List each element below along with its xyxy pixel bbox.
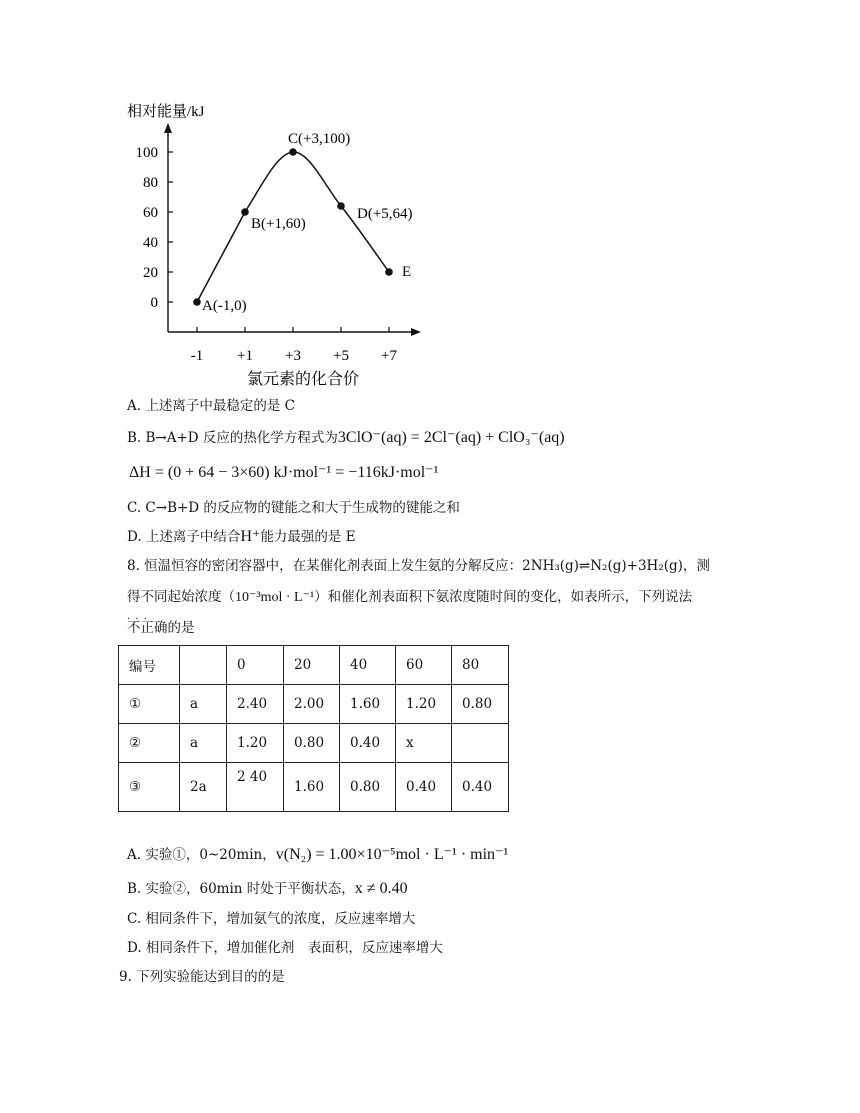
table-cell: 0.40: [452, 763, 509, 812]
data-point-label: B(+1,60): [251, 216, 306, 232]
data-point: [289, 148, 297, 156]
q7-option-d: [127, 528, 356, 546]
q7-option-a: A. 上述离子中最稳定的是 C: [127, 398, 295, 414]
x-tick-label: -1: [190, 348, 204, 364]
table-cell: a: [180, 685, 227, 724]
q8-stem-line1: 8. 恒温恒容的密闭容器中，在某催化剂表面上发生氨的分解反应：2NH₃(g)⇌N₂(g)+3H₂(g)，测: [127, 558, 710, 574]
y-axis-arrow: [164, 123, 172, 133]
x-tick-label: +3: [285, 348, 301, 364]
q7-option-b-prefix: B. B→A+D 反应的热化学方程式为: [127, 430, 338, 446]
x-tick-label: +5: [333, 348, 349, 364]
table-cell: 1.60: [340, 685, 396, 724]
q7-option-c: C. C→B+D 的反应物的键能之和大于生成物的键能之和: [127, 500, 460, 516]
data-point: [337, 202, 345, 210]
table-header-cell: 40: [340, 646, 396, 685]
y-axis-label: 相对能量/kJ: [127, 104, 205, 120]
table-cell: a: [180, 724, 227, 763]
data-point-label: E: [402, 264, 412, 280]
table-cell: 2a: [180, 763, 227, 812]
data-point-label: D(+5,64): [357, 206, 413, 222]
y-tick-label: 0: [150, 295, 158, 311]
table-header-cell: 80: [452, 646, 509, 685]
q8-stem-line2-b: ）和催化剂表面积下氨浓度随时间的变化，如表所示，下列说法: [314, 589, 693, 605]
table-cell: 0.40: [340, 724, 396, 763]
data-point-label: A(-1,0): [202, 298, 247, 314]
q9-stem: 9. 下列实验能达到目的的是: [119, 969, 285, 985]
q7-option-b-delta-h: ΔH = (0 + 64 − 3×60) kJ·mol⁻¹ = −116kJ·mol⁻¹: [129, 464, 439, 481]
x-tick-label: +1: [237, 348, 253, 364]
table-header-cell: 编号: [119, 646, 180, 685]
q8-option-a: [127, 846, 508, 864]
q8-data-table: [118, 645, 509, 812]
q7-option-d-suffix: 能力最强的是 E: [260, 529, 356, 545]
data-point: [241, 208, 249, 216]
q8-stem-line2-a: 得不同起始浓度（: [127, 589, 235, 605]
y-tick-label: 20: [143, 265, 158, 281]
table-cell: ②: [119, 724, 180, 763]
table-cell: ①: [119, 685, 180, 724]
table-cell: x: [396, 724, 452, 763]
q8-option-b: [127, 880, 408, 898]
table-cell: [452, 724, 509, 763]
y-tick-label: 60: [143, 205, 158, 221]
table-cell: 1.20: [396, 685, 452, 724]
x-axis-label: 氯元素的化合价: [247, 371, 360, 388]
table-cell: 1.60: [284, 763, 340, 812]
y-tick-label: 80: [143, 175, 158, 191]
q8-option-c: C. 相同条件下，增加氨气的浓度，反应速率增大: [127, 911, 416, 927]
table-cell: 1.20: [227, 724, 284, 763]
table-row: [119, 685, 509, 724]
table-cell: 2 40: [227, 763, 284, 812]
q8-option-b-prefix: B. 实验②，60min 时处于平衡状态，: [127, 881, 355, 897]
q8-stem-line3-rest: 的是: [167, 620, 195, 636]
data-point: [385, 268, 393, 276]
q8-option-a-equation: v(N₂) = 1.00×10⁻⁵mol · L⁻¹ · min⁻¹: [275, 846, 509, 863]
y-tick-label: 100: [135, 145, 158, 161]
x-axis-arrow: [411, 328, 421, 336]
table-header-row: [119, 646, 509, 685]
table-cell: 0.80: [284, 724, 340, 763]
table-cell: 0.80: [340, 763, 396, 812]
q7-option-d-prefix: D. 上述离子中结合: [127, 529, 241, 545]
table-row: [119, 763, 509, 812]
table-header-cell: [180, 646, 227, 685]
q8-concentration-unit: 10⁻³mol · L⁻¹: [235, 590, 315, 605]
table-header-cell: 60: [396, 646, 452, 685]
q8-emphasis-not-correct: 不正确 · · ·: [127, 620, 168, 636]
y-tick-label: 40: [143, 235, 158, 251]
q8-option-b-equation: x ≠ 0.40: [354, 880, 408, 897]
q8-option-a-prefix: A. 实验①，0~20min，: [127, 847, 276, 863]
q8-stem-line2: [127, 588, 692, 607]
table-cell: 2.40: [227, 685, 284, 724]
q7-option-b-equation: 3ClO⁻(aq) = 2Cl⁻(aq) + ClO₃⁻(aq): [337, 429, 565, 446]
table-row: [119, 724, 509, 763]
q8-option-d: D. 相同条件下，增加催化剂 表面积，反应速率增大: [127, 940, 443, 956]
data-point: [193, 298, 201, 306]
table-cell: 2.00: [284, 685, 340, 724]
table-header-cell: 0: [227, 646, 284, 685]
q7-option-d-ion: H⁺: [240, 528, 261, 545]
table-cell: 0.40: [396, 763, 452, 812]
x-tick-label: +7: [381, 348, 397, 364]
q7-option-b-enthalpy: [129, 464, 438, 482]
table-cell: ③: [119, 763, 180, 812]
table-cell: 0.80: [452, 685, 509, 724]
table-header-cell: 20: [284, 646, 340, 685]
q8-stem-line3: [127, 619, 195, 637]
data-point-label: C(+3,100): [288, 131, 351, 147]
q7-option-b: [127, 429, 565, 447]
energy-chart: [110, 95, 440, 390]
